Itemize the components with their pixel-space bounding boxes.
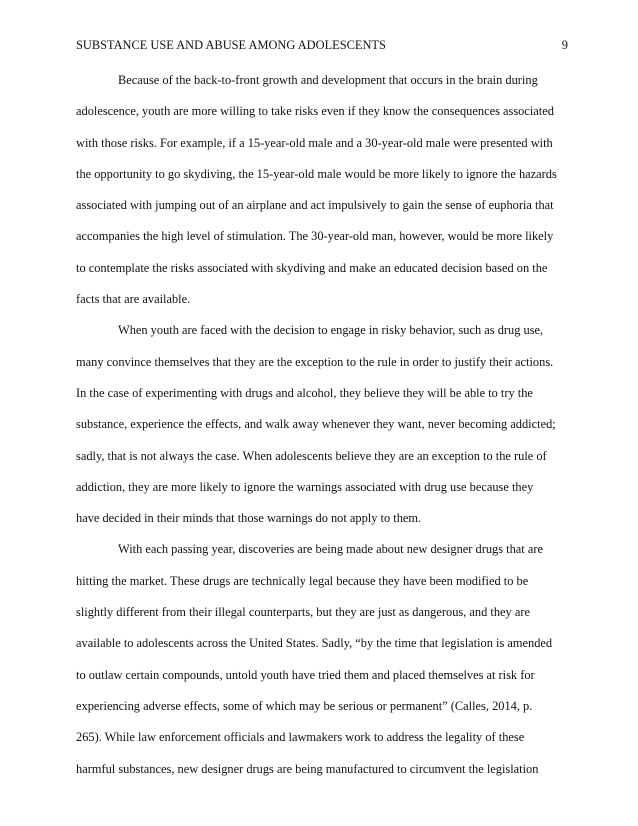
text-line: to contemplate the risks associated with skydiving and make an educated decision based on the [76,260,548,275]
page-number: 9 [561,38,568,52]
text-line: many convince themselves that they are the exception to the rule in order to justify their actions. [76,354,554,369]
text-line: available to adolescents across the United States. Sadly, “by the time that legislation is amended [76,636,553,651]
text-line: slightly different from their illegal counterparts, but they are just as dangerous, and they are [76,605,530,620]
text-line: 265). While law enforcement officials and lawmakers work to address the legality of these [76,730,525,745]
text-line: sadly, that is not always the case. When adolescents believe they are an exception to the rule of [76,448,547,463]
text-line: to outlaw certain compounds, untold youth have tried them and placed themselves at risk for [76,667,535,682]
text-line: With each passing year, discoveries are being made about new designer drugs that are [118,542,543,557]
text-line: addiction, they are more likely to ignore the warnings associated with drug use because they [76,479,534,494]
text-line: hitting the market. These drugs are technically legal because they have been modified to be [76,573,529,588]
text-line: harmful substances, new designer drugs are being manufactured to circumvent the legislation [76,761,539,776]
text-line: associated with jumping out of an airplane and act impulsively to gain the sense of euphoria that [76,198,554,213]
body-text [76,71,576,791]
text-line: facts that are available. [76,292,191,307]
running-head [76,36,568,54]
text-line: adolescence, youth are more willing to take risks even if they know the consequences associated [76,104,554,119]
text-line: When youth are faced with the decision to engage in risky behavior, such as drug use, [118,323,544,338]
text-line: have decided in their minds that those warnings do not apply to them. [76,511,422,526]
text-line: the opportunity to go skydiving, the 15-year-old male would be more likely to ignore the hazards [76,166,557,181]
text-line: experiencing adverse effects, some of which may be serious or permanent” (Calles, 2014, p. [76,698,533,713]
text-line: substance, experience the effects, and walk away whenever they want, never becoming addicted; [76,417,556,432]
text-line: accompanies the high level of stimulation. The 30-year-old man, however, would be more likely [76,229,554,244]
running-head-title: SUBSTANCE USE AND ABUSE AMONG ADOLESCENTS [76,38,386,52]
text-line: In the case of experimenting with drugs and alcohol, they believe they will be able to try the [76,385,533,400]
text-line: with those risks. For example, if a 15-year-old male and a 30-year-old male were presented with [76,135,553,150]
text-line: Because of the back-to-front growth and development that occurs in the brain during [118,73,538,87]
